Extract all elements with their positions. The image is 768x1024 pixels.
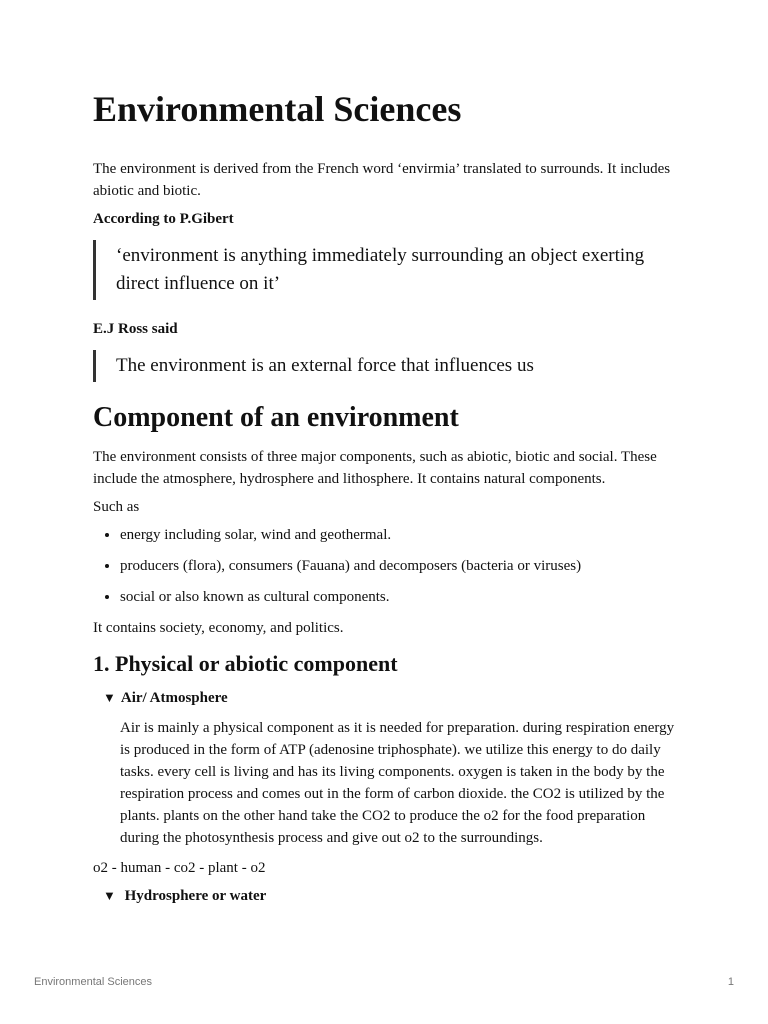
quote-ross: The environment is an external force that influences us [93, 350, 683, 382]
list-item: • producers (flora), consumers (Fauana) and decomposers (bacteria or viruses) [120, 555, 683, 577]
toggle-air-content [120, 717, 683, 849]
toggle-label: Hydrosphere or water [124, 888, 267, 904]
closing-paragraph: It contains society, economy, and politics. [93, 620, 344, 636]
attribution-ross: E.J Ross said [93, 321, 178, 337]
component-paragraph: The environment consists of three major components, such as abiotic, biotic and social. These include the atmosphere, hydrosphere and lithosphere. It contains natural components. [93, 449, 657, 487]
page-number: 1 [727, 976, 734, 988]
list-item: • social or also known as cultural components. [120, 586, 683, 608]
toggle-label: Air/ Atmosphere [120, 690, 228, 706]
attribution-gilbert: According to P.Gibert [93, 211, 234, 227]
quote-gilbert: ‘environment is anything immediately surrounding an object exerting direct influence on it’ [93, 240, 683, 300]
triangle-down-icon[interactable]: ▼ [103, 690, 116, 705]
such-as-text: Such as [93, 499, 140, 515]
component-list [93, 524, 683, 608]
triangle-down-icon[interactable]: ▼ [103, 888, 116, 903]
page-title: Environmental Sciences [93, 89, 462, 129]
toggle-air-atmosphere[interactable] [103, 687, 683, 709]
toggle-hydrosphere[interactable] [103, 885, 683, 907]
footer-title: Environmental Sciences [34, 976, 153, 988]
physical-heading: 1. Physical or abiotic component [93, 651, 398, 676]
page-footer [34, 976, 734, 988]
document-body [93, 86, 683, 915]
air-paragraph: Air is mainly a physical component as it is needed for preparation. during respiration energy is produced in the form of ATP (adenosine triphosphate). we utilize this energy to do daily tasks. every cell is living and has its living components. oxygen is taken in the body by the respiration process and comes out in the form of carbon dioxide. the CO2 is utilized by the plants. plants on the other hand take the CO2 to produce the o2 for the food preparation during the photosynthesis process and give out o2 to the surroundings. [120, 720, 675, 846]
cycle-text: o2 - human - co2 - plant - o2 [93, 860, 266, 876]
list-item: • energy including solar, wind and geothermal. [120, 524, 683, 546]
component-heading: Component of an environment [93, 402, 459, 433]
intro-paragraph: The environment is derived from the French word ‘envirmia’ translated to surrounds. It includes abiotic and biotic. [93, 161, 671, 199]
